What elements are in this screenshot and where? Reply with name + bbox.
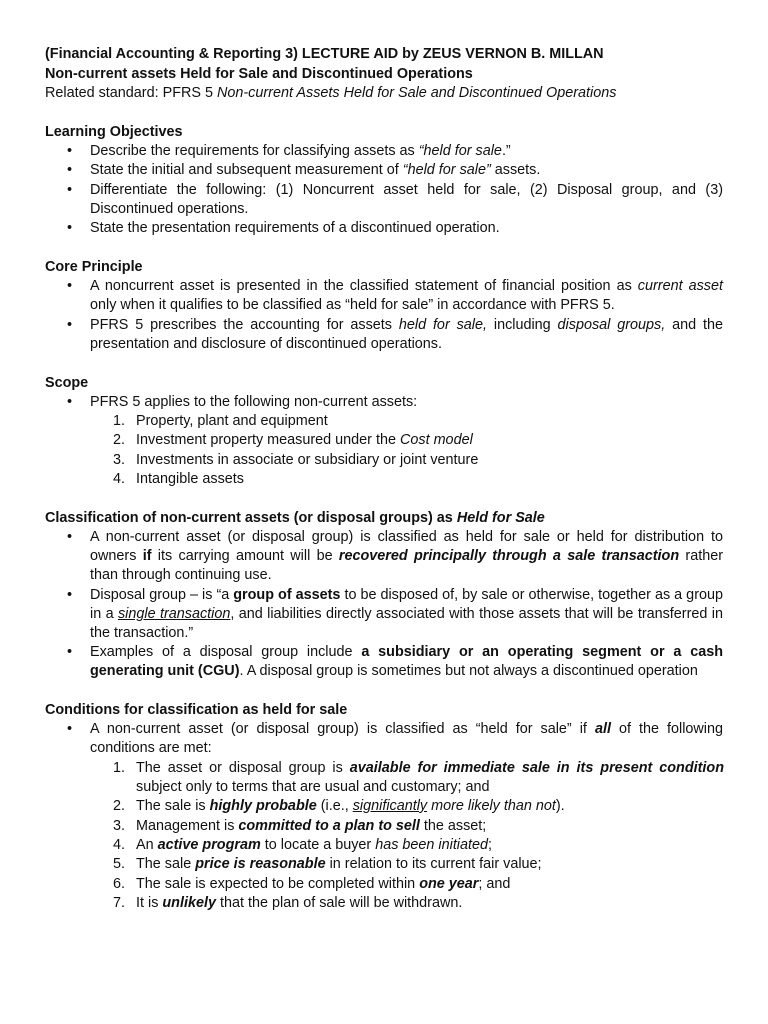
core-principle-1: A noncurrent asset is presented in the classified statement of financial position as current asset only when it qualifies to be classified as “held for sale” in accordance with PFRS 5.	[90, 278, 723, 314]
bullet: •	[67, 162, 73, 178]
condition-item: An active program to locate a buyer has been initiated;	[136, 837, 493, 853]
scope-heading: Scope	[45, 375, 89, 391]
scope-intro: PFRS 5 applies to the following non-current assets:	[90, 394, 418, 410]
related-standard-prefix: Related standard: PFRS 5	[45, 85, 217, 101]
related-standard	[45, 84, 616, 103]
condition-item: It is unlikely that the plan of sale will be withdrawn.	[136, 895, 463, 911]
condition-number: 7.	[113, 895, 126, 911]
condition-number: 4.	[113, 837, 126, 853]
bullet: •	[67, 220, 73, 236]
condition-item: The asset or disposal group is available for immediate sale in its present condition subject only to terms that are usual and customary; and	[136, 760, 724, 796]
condition-item: The sale is highly probable (i.e., significantly more likely than not).	[136, 798, 565, 814]
condition-item: Management is committed to a plan to sell the asset;	[136, 818, 487, 834]
scope-item-number: 4.	[113, 471, 126, 487]
scope-item: Intangible assets	[136, 471, 245, 487]
conditions-heading: Conditions for classification as held for sale	[45, 702, 348, 718]
scope-item-number: 2.	[113, 432, 126, 448]
condition-number: 3.	[113, 818, 126, 834]
bullet: •	[67, 587, 73, 603]
classification-3: Examples of a disposal group include a subsidiary or an operating segment or a cash generating unit (CGU). A disposal group is sometimes but not always a discontinued operation	[90, 644, 723, 680]
condition-number: 6.	[113, 876, 126, 892]
objective-2: State the initial and subsequent measurement of “held for sale” assets.	[90, 162, 541, 178]
bullet: •	[67, 317, 73, 333]
scope-item: Property, plant and equipment	[136, 413, 328, 429]
scope-item: Investments in associate or subsidiary or joint venture	[136, 452, 479, 468]
classification-1: A non-current asset (or disposal group) is classified as held for sale or held for distribution to owners if its carrying amount will be recovered principally through a sale transaction rather than through continuing use.	[90, 529, 724, 584]
scope-item: Investment property measured under the Cost model	[136, 432, 473, 448]
scope-item-number: 3.	[113, 452, 126, 468]
scope-item-number: 1.	[113, 413, 126, 429]
objective-4: State the presentation requirements of a discontinued operation.	[90, 220, 500, 236]
bullet: •	[67, 721, 73, 737]
condition-number: 2.	[113, 798, 126, 814]
classification-heading: Classification of non-current assets (or disposal groups) as Held for Sale	[45, 510, 545, 526]
core-principle-2: PFRS 5 prescribes the accounting for assets held for sale, including disposal groups, and the presentation and disclosure of discontinued operations.	[90, 317, 723, 353]
document-subtitle: Non-current assets Held for Sale and Discontinued Operations	[45, 66, 473, 82]
bullet: •	[67, 394, 73, 410]
objective-1: Describe the requirements for classifying assets as “held for sale.”	[90, 143, 511, 159]
classification-2: Disposal group – is “a group of assets to be disposed of, by sale or otherwise, together as a group in a single transaction, and liabilities directly associated with those assets that will be transferred in the transaction.”	[90, 587, 723, 642]
learning-objectives-heading: Learning Objectives	[45, 124, 183, 140]
condition-item: The sale price is reasonable in relation to its current fair value;	[136, 856, 542, 872]
bullet: •	[67, 143, 73, 159]
document-title: (Financial Accounting & Reporting 3) LECTURE AID by ZEUS VERNON B. MILLAN	[45, 46, 604, 62]
core-principle-heading: Core Principle	[45, 259, 143, 275]
condition-item: The sale is expected to be completed within one year; and	[136, 876, 511, 892]
condition-number: 1.	[113, 760, 126, 776]
bullet: •	[67, 278, 73, 294]
conditions-intro: A non-current asset (or disposal group) is classified as “held for sale” if all of the following conditions are met:	[90, 721, 723, 757]
bullet: •	[67, 529, 73, 545]
condition-number: 5.	[113, 856, 126, 872]
related-standard-name: Non-current Assets Held for Sale and Discontinued Operations	[216, 85, 617, 101]
objective-3: Differentiate the following: (1) Noncurrent asset held for sale, (2) Disposal group, and (3) Discontinued operations.	[90, 182, 723, 218]
bullet: •	[67, 644, 73, 660]
bullet: •	[67, 182, 73, 198]
